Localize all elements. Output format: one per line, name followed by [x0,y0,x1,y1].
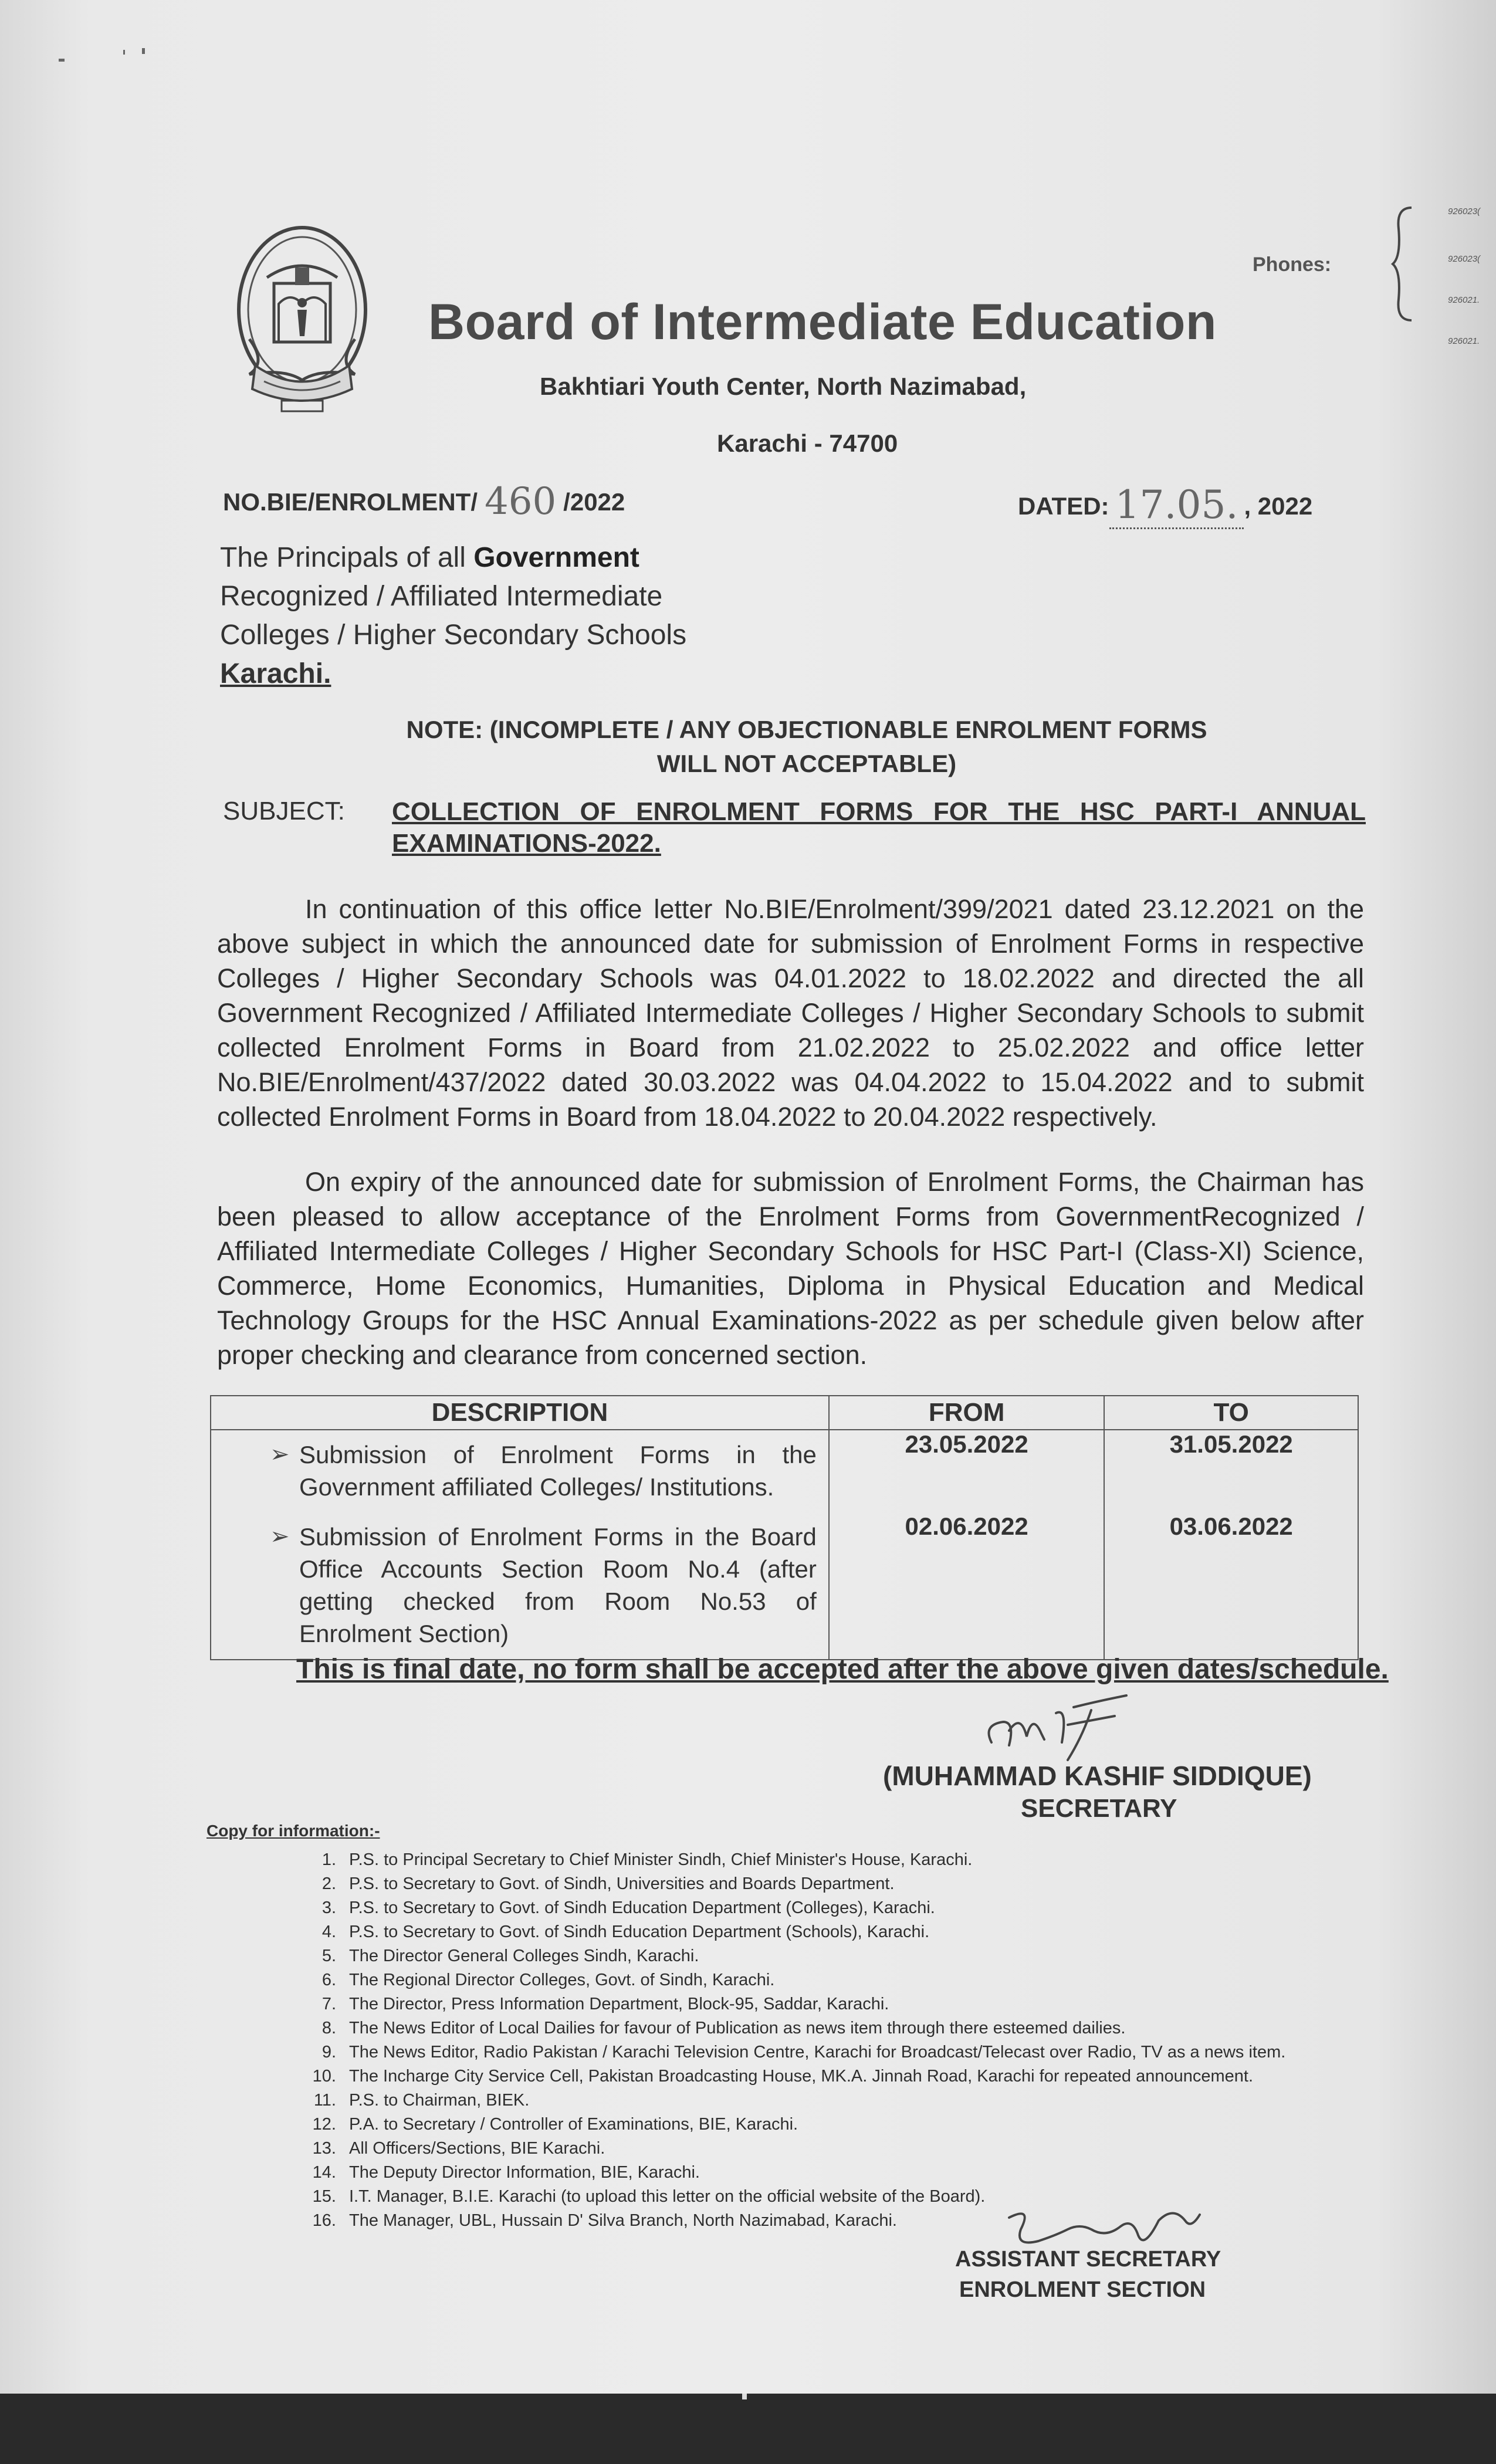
subject-label: SUBJECT: [223,797,345,825]
addressee-line-1a: The Principals of all [220,542,474,573]
list-item-text: The Deputy Director Information, BIE, Karachi. [349,2163,700,2182]
scan-speck [59,59,65,62]
table-row [211,1430,1358,1512]
header-from: FROM [829,1396,1105,1430]
list-item: 3. P.S. to Secretary to Govt. of Sindh Education Department (Colleges), Karachi. [290,1896,1285,1920]
list-item-text: The Regional Director Colleges, Govt. of Sindh, Karachi. [349,1971,775,1989]
from-date: 23.05.2022 [829,1430,1105,1512]
list-item: 14. The Deputy Director Information, BIE, Karachi. [290,2161,1285,2185]
list-item-text: P.S. to Secretary to Govt. of Sindh Education Department (Colleges), Karachi. [349,1898,935,1917]
list-item: 12. P.A. to Secretary / Controller of Examinations, BIE, Karachi. [290,2113,1285,2137]
phone-number: 926021. [1448,295,1480,305]
list-item-text: P.S. to Chairman, BIEK. [349,2091,530,2110]
phones-label: Phones: [1253,253,1332,276]
description-text: Submission of Enrolment Forms in the Government affiliated Colleges/ Institutions. [299,1441,817,1501]
reference-handwritten-number: 460 [485,480,557,523]
header-to: TO [1104,1396,1358,1430]
dated-label: DATED: [1018,492,1109,520]
arrow-bullet-icon: ➢ [270,1441,290,1467]
final-date-notice: This is final date, no form shall be accepted after the above given dates/schedule. [296,1654,1389,1685]
reference-number [223,480,625,523]
board-logo-icon [232,222,373,415]
table-row [211,1512,1358,1660]
signatory-title: SECRETARY [1021,1794,1177,1823]
list-item-text: I.T. Manager, B.I.E. Karachi (to upload this letter on the official website of the Board). [349,2187,986,2206]
list-item-text: P.S. to Secretary to Govt. of Sindh Education Department (Schools), Karachi. [349,1923,930,1941]
header-description: DESCRIPTION [211,1396,829,1430]
phone-number: 926021. [1448,336,1480,346]
address-line-2: Karachi - 74700 [717,429,898,457]
note-block [390,713,1223,781]
addressee-line-1b: Government [473,542,639,573]
signatory-name: (MUHAMMAD KASHIF SIDDIQUE) [883,1761,1312,1791]
list-item-text: P.S. to Principal Secretary to Chief Minister Sindh, Chief Minister's House, Karachi. [349,1850,973,1869]
from-date: 02.06.2022 [829,1512,1105,1660]
body-paragraph-2: On expiry of the announced date for submission of Enrolment Forms, the Chairman has been pleased to allow acceptance of the Enrolment Forms from GovernmentRecognized / Affiliated Intermediate Colleges / Higher Secondary Schools for HSC Part-I (Class-XI) Science, Commerce, Home Economics, Humanities, Diploma in Physical Education and Medical Technology Groups for the HSC Annual Examinations-2022 as per schedule given below after proper checking and clearance from concerned section. [217,1167,1364,1370]
list-item-text: The Incharge City Service Cell, Pakistan Broadcasting House, MK.A. Jinnah Road, Karachi for repeated announcement. [349,2067,1254,2086]
addressee-city: Karachi. [220,658,331,689]
board-title: Board of Intermediate Education [428,294,1217,350]
list-item: 5. The Director General Colleges Sindh, Karachi. [290,1944,1285,1968]
addressee-line-3: Colleges / Higher Secondary Schools [220,620,687,651]
copy-list [290,1848,1285,2233]
dated-year: , 2022 [1244,492,1313,520]
note-line-1: NOTE: (INCOMPLETE / ANY OBJECTIONABLE ENROLMENT FORMS [406,716,1207,743]
list-item-text: The Director General Colleges Sindh, Karachi. [349,1947,699,1965]
scan-speck [123,50,125,55]
list-item-text: P.A. to Secretary / Controller of Examinations, BIE, Karachi. [349,2115,798,2134]
subject-line-1: COLLECTION OF ENROLMENT FORMS FOR THE HSC PART-I ANNUAL [392,797,1366,826]
phone-number: 926023( [1448,254,1481,264]
reference-suffix: /2022 [563,488,625,516]
description-cell [211,1430,828,1512]
list-item: 6. The Regional Director Colleges, Govt. of Sindh, Karachi. [290,1968,1285,1992]
list-item-text: The News Editor of Local Dailies for favour of Publication as news item through there esteemed dailies. [349,2019,1126,2037]
list-item: 7. The Director, Press Information Department, Block-95, Saddar, Karachi. [290,1992,1285,2016]
phone-number: 926023( [1448,207,1481,216]
subject-line-2: EXAMINATIONS-2022. [392,829,661,858]
list-item: 8. The News Editor of Local Dailies for favour of Publication as news item through there esteemed dailies. [290,2016,1285,2040]
body-paragraph-1: In continuation of this office letter No.BIE/Enrolment/399/2021 dated 23.12.2021 on the above subject in which the announced date for submission of Enrolment Forms in respective Colleges / Higher Secondary Schools was 04.01.2022 to 18.02.2022 and directed the all Government Recognized / Affiliated Intermediate Colleges / Higher Secondary Schools to submit collected Enrolment Forms in Board from 21.02.2022 to 25.02.2022 and office letter No.BIE/Enrolment/437/2022 dated 30.03.2022 was 04.04.2022 to 15.04.2022 and to submit collected Enrolment Forms in Board from 18.04.2022 to 20.04.2022 respectively. [217,894,1364,1132]
addressee-block [220,539,686,693]
dated-handwritten-value: 17.05. [1109,482,1244,529]
arrow-bullet-icon: ➢ [270,1524,290,1549]
description-text: Submission of Enrolment Forms in the Board Office Accounts Section Room No.4 (after getting checked from Room No.53 of Enrolment Section) [299,1523,817,1647]
scan-speck [142,48,145,54]
list-item: 15. I.T. Manager, B.I.E. Karachi (to upload this letter on the official website of the Board). [290,2185,1285,2209]
address-line-1: Bakhtiari Youth Center, North Nazimabad, [540,373,1027,400]
list-item: 16. The Manager, UBL, Hussain D' Silva Branch, North Nazimabad, Karachi. [290,2209,1285,2233]
secretary-signature [980,1690,1156,1766]
list-item: 9. The News Editor, Radio Pakistan / Karachi Television Centre, Karachi for Broadcast/Telecast over Radio, TV as a news item. [290,2040,1285,2064]
list-item-text: P.S. to Secretary to Govt. of Sindh, Universities and Boards Department. [349,1874,895,1893]
schedule-table [210,1395,1359,1660]
list-item: 11. P.S. to Chairman, BIEK. [290,2089,1285,2113]
copy-heading: Copy for information:- [207,1822,380,1840]
scan-speck [742,2394,747,2399]
reference-prefix: NO.BIE/ENROLMENT/ [223,488,478,516]
curly-brace-icon [1390,205,1414,323]
to-date: 03.06.2022 [1104,1512,1358,1660]
note-line-2: WILL NOT ACCEPTABLE) [656,750,957,777]
list-item: 2. P.S. to Secretary to Govt. of Sindh, Universities and Boards Department. [290,1872,1285,1896]
to-date: 31.05.2022 [1104,1430,1358,1512]
assistant-secretary-title: ASSISTANT SECRETARY [955,2247,1221,2272]
list-item-text: The Director, Press Information Department, Block-95, Saddar, Karachi. [349,1995,889,2013]
list-item: 10. The Incharge City Service Cell, Pakistan Broadcasting House, MK.A. Jinnah Road, Karachi for repeated announcement. [290,2064,1285,2089]
addressee-line-2: Recognized / Affiliated Intermediate [220,581,663,612]
table-header-row [211,1396,1358,1430]
description-cell [211,1512,828,1659]
list-item: 13. All Officers/Sections, BIE Karachi. [290,2137,1285,2161]
list-item-text: The Manager, UBL, Hussain D' Silva Branch, North Nazimabad, Karachi. [349,2211,897,2230]
list-item: 1. P.S. to Principal Secretary to Chief Minister Sindh, Chief Minister's House, Karachi. [290,1848,1285,1872]
enrolment-section-label: ENROLMENT SECTION [959,2277,1206,2302]
dated-field [1018,482,1312,527]
list-item-text: The News Editor, Radio Pakistan / Karachi Television Centre, Karachi for Broadcast/Telecast over Radio, TV as a news item. [349,2043,1286,2062]
list-item: 4. P.S. to Secretary to Govt. of Sindh Education Department (Schools), Karachi. [290,1920,1285,1944]
list-item-text: All Officers/Sections, BIE Karachi. [349,2139,605,2158]
